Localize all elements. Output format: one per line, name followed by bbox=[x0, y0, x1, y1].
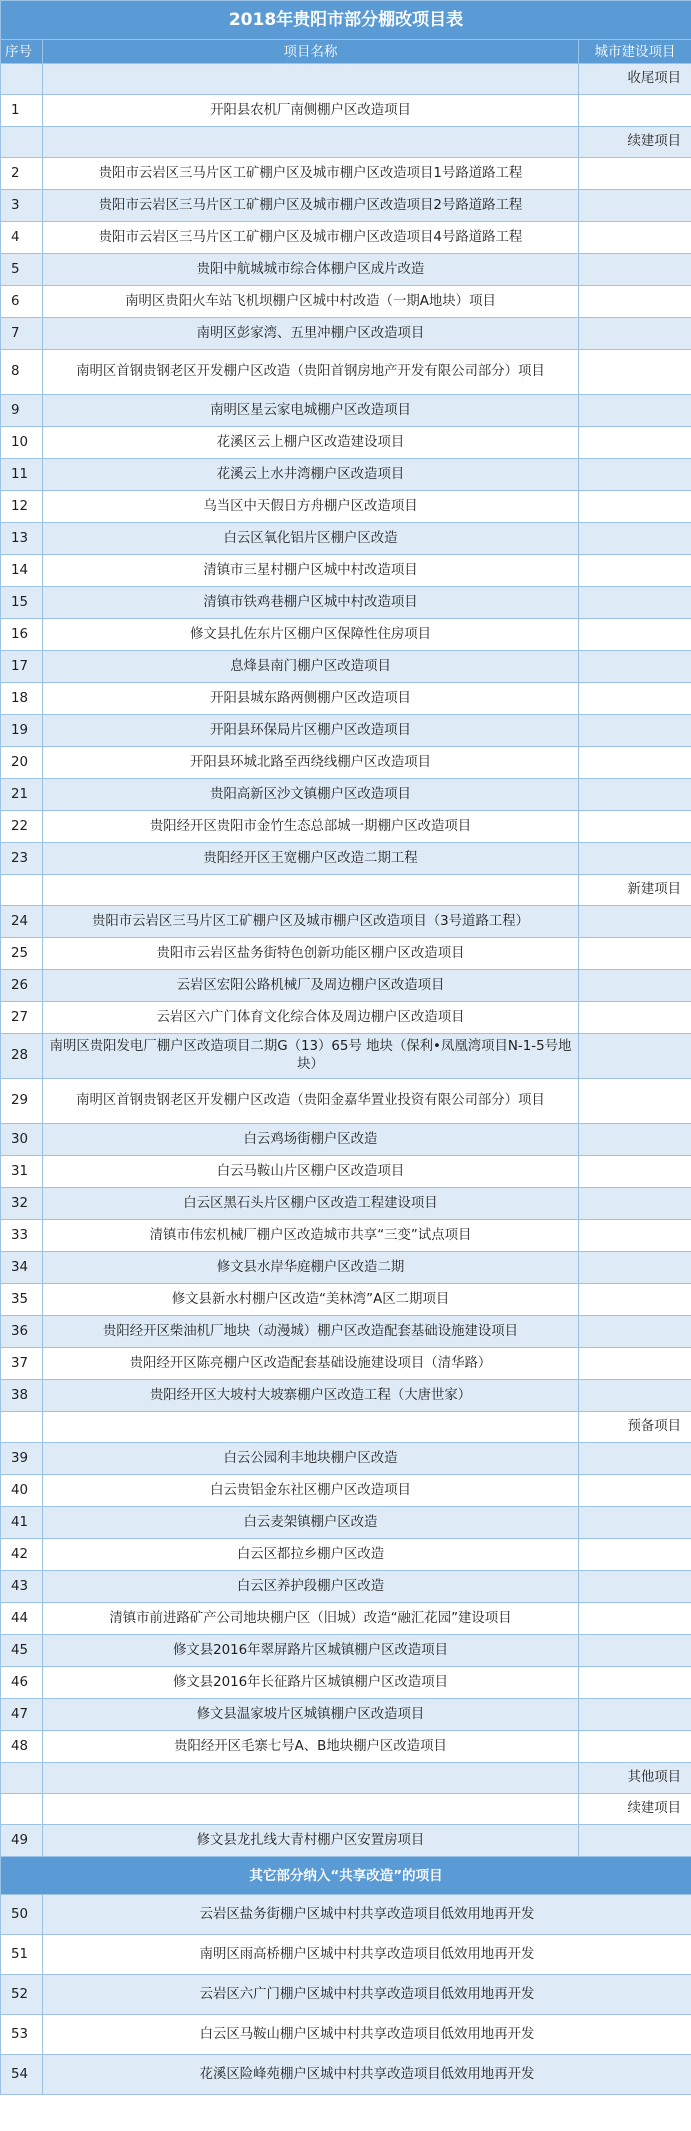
row-number: 21 bbox=[1, 779, 43, 811]
header-name: 项目名称 bbox=[43, 40, 579, 64]
row-number: 39 bbox=[1, 1443, 43, 1475]
table-row bbox=[1, 1380, 691, 1412]
project-name: 南明区贵阳火车站飞机坝棚户区城中村改造（一期A地块）项目 bbox=[43, 286, 579, 318]
category-cell bbox=[579, 1252, 691, 1284]
category-cell bbox=[579, 1284, 691, 1316]
project-name: 清镇市前进路矿产公司地块棚户区（旧城）改造“融汇花园”建设项目 bbox=[43, 1603, 579, 1635]
row-number: 1 bbox=[1, 95, 43, 127]
project-name bbox=[43, 64, 579, 95]
row-number: 2 bbox=[1, 158, 43, 190]
row-number: 23 bbox=[1, 843, 43, 875]
category-cell bbox=[579, 1571, 691, 1603]
category-cell bbox=[579, 683, 691, 715]
project-name: 白云麦架镇棚户区改造 bbox=[43, 1507, 579, 1539]
category-cell bbox=[579, 747, 691, 779]
section-label: 续建项目 bbox=[579, 127, 691, 158]
category-cell bbox=[579, 651, 691, 683]
table-row bbox=[1, 587, 691, 619]
project-name: 修文县温家坡片区城镇棚户区改造项目 bbox=[43, 1699, 579, 1731]
table-row bbox=[1, 190, 691, 222]
row-number: 47 bbox=[1, 1699, 43, 1731]
row-number: 4 bbox=[1, 222, 43, 254]
category-cell bbox=[579, 1443, 691, 1475]
row-number: 17 bbox=[1, 651, 43, 683]
row-number: 13 bbox=[1, 523, 43, 555]
project-name: 南明区雨高桥棚户区城中村共享改造项目低效用地再开发 bbox=[43, 1935, 691, 1975]
row-number: 54 bbox=[1, 2055, 43, 2095]
header-no: 序号 bbox=[1, 40, 43, 64]
table-row bbox=[1, 683, 691, 715]
row-number: 42 bbox=[1, 1539, 43, 1571]
row-number: 52 bbox=[1, 1975, 43, 2015]
row-number: 43 bbox=[1, 1571, 43, 1603]
category-cell bbox=[579, 779, 691, 811]
table-row bbox=[1, 1935, 691, 1975]
table-row bbox=[1, 1443, 691, 1475]
project-name: 开阳县环城北路至西绕线棚户区改造项目 bbox=[43, 747, 579, 779]
category-cell bbox=[579, 427, 691, 459]
row-number: 28 bbox=[1, 1034, 43, 1079]
project-name: 乌当区中天假日方舟棚户区改造项目 bbox=[43, 491, 579, 523]
category-cell bbox=[579, 491, 691, 523]
table-row bbox=[1, 459, 691, 491]
project-name: 花溪云上水井湾棚户区改造项目 bbox=[43, 459, 579, 491]
category-cell bbox=[579, 970, 691, 1002]
row-number: 51 bbox=[1, 1935, 43, 1975]
table-row bbox=[1, 222, 691, 254]
project-name: 白云贵铝金东社区棚户区改造项目 bbox=[43, 1475, 579, 1507]
section-label: 预备项目 bbox=[579, 1412, 691, 1443]
category-cell bbox=[579, 1348, 691, 1380]
table-row bbox=[1, 1507, 691, 1539]
category-cell bbox=[579, 286, 691, 318]
row-number: 50 bbox=[1, 1895, 43, 1935]
section-row bbox=[1, 1763, 691, 1794]
project-name: 南明区首钢贵钢老区开发棚户区改造（贵阳金嘉华置业投资有限公司部分）项目 bbox=[43, 1079, 579, 1124]
table-row bbox=[1, 158, 691, 190]
project-name: 南明区首钢贵钢老区开发棚户区改造（贵阳首钢房地产开发有限公司部分）项目 bbox=[43, 350, 579, 395]
category-cell bbox=[579, 190, 691, 222]
project-name: 开阳县农机厂南侧棚户区改造项目 bbox=[43, 95, 579, 127]
row-number bbox=[1, 1412, 43, 1443]
category-cell bbox=[579, 318, 691, 350]
shared-banner-row bbox=[1, 1857, 691, 1895]
row-number: 35 bbox=[1, 1284, 43, 1316]
category-cell bbox=[579, 1188, 691, 1220]
section-label: 其他项目 bbox=[579, 1763, 691, 1794]
row-number: 27 bbox=[1, 1002, 43, 1034]
project-name: 南明区彭家湾、五里冲棚户区改造项目 bbox=[43, 318, 579, 350]
project-name: 清镇市铁鸡巷棚户区城中村改造项目 bbox=[43, 587, 579, 619]
table-row bbox=[1, 523, 691, 555]
project-name: 修文县新水村棚户区改造“美林湾”A区二期项目 bbox=[43, 1284, 579, 1316]
row-number bbox=[1, 64, 43, 95]
table-row bbox=[1, 318, 691, 350]
table-row bbox=[1, 1825, 691, 1857]
table-title: 2018年贵阳市部分棚改项目表 bbox=[1, 1, 691, 40]
row-number bbox=[1, 1763, 43, 1794]
table-row bbox=[1, 747, 691, 779]
project-name: 云岩区宏阳公路机械厂及周边棚户区改造项目 bbox=[43, 970, 579, 1002]
table-row bbox=[1, 1539, 691, 1571]
project-name: 白云区氧化铝片区棚户区改造 bbox=[43, 523, 579, 555]
table-row bbox=[1, 1571, 691, 1603]
table-row bbox=[1, 1316, 691, 1348]
row-number bbox=[1, 875, 43, 906]
project-name: 贵阳市云岩区三马片区工矿棚户区及城市棚户区改造项目4号路道路工程 bbox=[43, 222, 579, 254]
project-name: 修文县2016年长征路片区城镇棚户区改造项目 bbox=[43, 1667, 579, 1699]
row-number: 34 bbox=[1, 1252, 43, 1284]
row-number bbox=[1, 127, 43, 158]
category-cell bbox=[579, 1539, 691, 1571]
header-row bbox=[1, 40, 691, 64]
category-cell bbox=[579, 1699, 691, 1731]
table-row bbox=[1, 1348, 691, 1380]
project-name: 贵阳经开区王宽棚户区改造二期工程 bbox=[43, 843, 579, 875]
project-name: 清镇市伟宏机械厂棚户区改造城市共享“三变”试点项目 bbox=[43, 1220, 579, 1252]
row-number bbox=[1, 1794, 43, 1825]
project-name: 开阳县环保局片区棚户区改造项目 bbox=[43, 715, 579, 747]
row-number: 40 bbox=[1, 1475, 43, 1507]
row-number: 26 bbox=[1, 970, 43, 1002]
project-name: 贵阳经开区贵阳市金竹生态总部城一期棚户区改造项目 bbox=[43, 811, 579, 843]
category-cell bbox=[579, 843, 691, 875]
table-row bbox=[1, 286, 691, 318]
project-name: 白云区养护段棚户区改造 bbox=[43, 1571, 579, 1603]
table-row bbox=[1, 1124, 691, 1156]
project-name: 修文县龙扎线大青村棚户区安置房项目 bbox=[43, 1825, 579, 1857]
row-number: 6 bbox=[1, 286, 43, 318]
project-name: 开阳县城东路两侧棚户区改造项目 bbox=[43, 683, 579, 715]
project-name: 贵阳高新区沙文镇棚户区改造项目 bbox=[43, 779, 579, 811]
table-row bbox=[1, 395, 691, 427]
table-row bbox=[1, 350, 691, 395]
row-number: 10 bbox=[1, 427, 43, 459]
project-name: 云岩区六广门体育文化综合体及周边棚户区改造项目 bbox=[43, 1002, 579, 1034]
table-row bbox=[1, 843, 691, 875]
table-row bbox=[1, 2015, 691, 2055]
category-cell bbox=[579, 1220, 691, 1252]
category-cell bbox=[579, 1079, 691, 1124]
project-name bbox=[43, 1794, 579, 1825]
project-name: 白云区黑石头片区棚户区改造工程建设项目 bbox=[43, 1188, 579, 1220]
table-row bbox=[1, 1034, 691, 1079]
category-cell bbox=[579, 906, 691, 938]
project-name: 白云区都拉乡棚户区改造 bbox=[43, 1539, 579, 1571]
table-row bbox=[1, 1895, 691, 1935]
table-row bbox=[1, 1667, 691, 1699]
row-number: 48 bbox=[1, 1731, 43, 1763]
category-cell bbox=[579, 254, 691, 286]
row-number: 18 bbox=[1, 683, 43, 715]
category-cell bbox=[579, 350, 691, 395]
section-label: 收尾项目 bbox=[579, 64, 691, 95]
table-row bbox=[1, 1603, 691, 1635]
row-number: 15 bbox=[1, 587, 43, 619]
category-cell bbox=[579, 555, 691, 587]
row-number: 32 bbox=[1, 1188, 43, 1220]
section-label: 续建项目 bbox=[579, 1794, 691, 1825]
table-row bbox=[1, 1156, 691, 1188]
category-cell bbox=[579, 1635, 691, 1667]
project-name: 贵阳市云岩区三马片区工矿棚户区及城市棚户区改造项目2号路道路工程 bbox=[43, 190, 579, 222]
row-number: 33 bbox=[1, 1220, 43, 1252]
category-cell bbox=[579, 1380, 691, 1412]
row-number: 9 bbox=[1, 395, 43, 427]
table-row bbox=[1, 651, 691, 683]
row-number: 3 bbox=[1, 190, 43, 222]
row-number: 19 bbox=[1, 715, 43, 747]
shared-banner: 其它部分纳入“共享改造”的项目 bbox=[1, 1857, 691, 1895]
category-cell bbox=[579, 1731, 691, 1763]
table-row bbox=[1, 1975, 691, 2015]
table-row bbox=[1, 619, 691, 651]
table-row bbox=[1, 427, 691, 459]
row-number: 49 bbox=[1, 1825, 43, 1857]
row-number: 53 bbox=[1, 2015, 43, 2055]
table-row bbox=[1, 491, 691, 523]
row-number: 12 bbox=[1, 491, 43, 523]
table-row bbox=[1, 1284, 691, 1316]
section-row bbox=[1, 64, 691, 95]
table-row bbox=[1, 2055, 691, 2095]
title-row bbox=[1, 1, 691, 40]
section-label: 新建项目 bbox=[579, 875, 691, 906]
category-cell bbox=[579, 811, 691, 843]
category-cell bbox=[579, 619, 691, 651]
table-row bbox=[1, 970, 691, 1002]
project-name bbox=[43, 127, 579, 158]
project-name: 南明区星云家电城棚户区改造项目 bbox=[43, 395, 579, 427]
project-name: 贵阳经开区毛寨七号A、B地块棚户区改造项目 bbox=[43, 1731, 579, 1763]
table-row bbox=[1, 715, 691, 747]
row-number: 45 bbox=[1, 1635, 43, 1667]
category-cell bbox=[579, 395, 691, 427]
category-cell bbox=[579, 459, 691, 491]
category-cell bbox=[579, 1825, 691, 1857]
category-cell bbox=[579, 1507, 691, 1539]
row-number: 38 bbox=[1, 1380, 43, 1412]
category-cell bbox=[579, 1156, 691, 1188]
project-name: 贵阳经开区陈亮棚户区改造配套基础设施建设项目（清华路） bbox=[43, 1348, 579, 1380]
row-number: 24 bbox=[1, 906, 43, 938]
row-number: 20 bbox=[1, 747, 43, 779]
project-name: 南明区贵阳发电厂棚户区改造项目二期G（13）65号 地块（保利•凤凰湾项目N-1-5号地块） bbox=[43, 1034, 579, 1079]
project-name: 修文县扎佐东片区棚户区保障性住房项目 bbox=[43, 619, 579, 651]
row-number: 30 bbox=[1, 1124, 43, 1156]
table-row bbox=[1, 1475, 691, 1507]
category-cell bbox=[579, 523, 691, 555]
category-cell bbox=[579, 587, 691, 619]
category-cell bbox=[579, 1667, 691, 1699]
category-cell bbox=[579, 1316, 691, 1348]
row-number: 11 bbox=[1, 459, 43, 491]
table-row bbox=[1, 95, 691, 127]
row-number: 14 bbox=[1, 555, 43, 587]
table-row bbox=[1, 1002, 691, 1034]
category-cell bbox=[579, 715, 691, 747]
table-row bbox=[1, 254, 691, 286]
category-cell bbox=[579, 1002, 691, 1034]
project-name: 贵阳经开区大坡村大坡寨棚户区改造工程（大唐世家） bbox=[43, 1380, 579, 1412]
row-number: 16 bbox=[1, 619, 43, 651]
table-row bbox=[1, 811, 691, 843]
row-number: 22 bbox=[1, 811, 43, 843]
section-row bbox=[1, 875, 691, 906]
table-row bbox=[1, 1731, 691, 1763]
project-name: 白云马鞍山片区棚户区改造项目 bbox=[43, 1156, 579, 1188]
project-name: 云岩区盐务街棚户区城中村共享改造项目低效用地再开发 bbox=[43, 1895, 691, 1935]
project-name: 贵阳中航城城市综合体棚户区成片改造 bbox=[43, 254, 579, 286]
category-cell bbox=[579, 1603, 691, 1635]
table-row bbox=[1, 555, 691, 587]
section-row bbox=[1, 127, 691, 158]
row-number: 37 bbox=[1, 1348, 43, 1380]
project-name: 白云区马鞍山棚户区城中村共享改造项目低效用地再开发 bbox=[43, 2015, 691, 2055]
category-cell bbox=[579, 95, 691, 127]
project-name: 白云公园利丰地块棚户区改造 bbox=[43, 1443, 579, 1475]
table-row bbox=[1, 1188, 691, 1220]
category-cell bbox=[579, 938, 691, 970]
category-cell bbox=[579, 1124, 691, 1156]
project-name bbox=[43, 1763, 579, 1794]
header-category: 城市建设项目 bbox=[579, 40, 691, 64]
row-number: 36 bbox=[1, 1316, 43, 1348]
project-name: 贵阳市云岩区盐务街特色创新功能区棚户区改造项目 bbox=[43, 938, 579, 970]
table-row bbox=[1, 1079, 691, 1124]
project-name: 花溪区险峰苑棚户区城中村共享改造项目低效用地再开发 bbox=[43, 2055, 691, 2095]
row-number: 44 bbox=[1, 1603, 43, 1635]
row-number: 41 bbox=[1, 1507, 43, 1539]
project-name: 白云鸡场街棚户区改造 bbox=[43, 1124, 579, 1156]
category-cell bbox=[579, 1034, 691, 1079]
table-row bbox=[1, 1252, 691, 1284]
row-number: 7 bbox=[1, 318, 43, 350]
project-name: 修文县水岸华庭棚户区改造二期 bbox=[43, 1252, 579, 1284]
section-row bbox=[1, 1412, 691, 1443]
row-number: 8 bbox=[1, 350, 43, 395]
project-name: 息烽县南门棚户区改造项目 bbox=[43, 651, 579, 683]
project-name bbox=[43, 1412, 579, 1443]
row-number: 5 bbox=[1, 254, 43, 286]
row-number: 29 bbox=[1, 1079, 43, 1124]
project-name: 贵阳市云岩区三马片区工矿棚户区及城市棚户区改造项目（3号道路工程） bbox=[43, 906, 579, 938]
project-name: 云岩区六广门棚户区城中村共享改造项目低效用地再开发 bbox=[43, 1975, 691, 2015]
project-name bbox=[43, 875, 579, 906]
table-row bbox=[1, 1635, 691, 1667]
row-number: 25 bbox=[1, 938, 43, 970]
table-row bbox=[1, 906, 691, 938]
project-name: 修文县2016年翠屏路片区城镇棚户区改造项目 bbox=[43, 1635, 579, 1667]
category-cell bbox=[579, 1475, 691, 1507]
project-name: 贵阳市云岩区三马片区工矿棚户区及城市棚户区改造项目1号路道路工程 bbox=[43, 158, 579, 190]
category-cell bbox=[579, 222, 691, 254]
table-row bbox=[1, 938, 691, 970]
table-row bbox=[1, 779, 691, 811]
project-name: 贵阳经开区柴油机厂地块（动漫城）棚户区改造配套基础设施建设项目 bbox=[43, 1316, 579, 1348]
row-number: 31 bbox=[1, 1156, 43, 1188]
project-name: 花溪区云上棚户区改造建设项目 bbox=[43, 427, 579, 459]
project-name: 清镇市三星村棚户区城中村改造项目 bbox=[43, 555, 579, 587]
row-number: 46 bbox=[1, 1667, 43, 1699]
table-row bbox=[1, 1220, 691, 1252]
category-cell bbox=[579, 158, 691, 190]
section-row bbox=[1, 1794, 691, 1825]
table-row bbox=[1, 1699, 691, 1731]
